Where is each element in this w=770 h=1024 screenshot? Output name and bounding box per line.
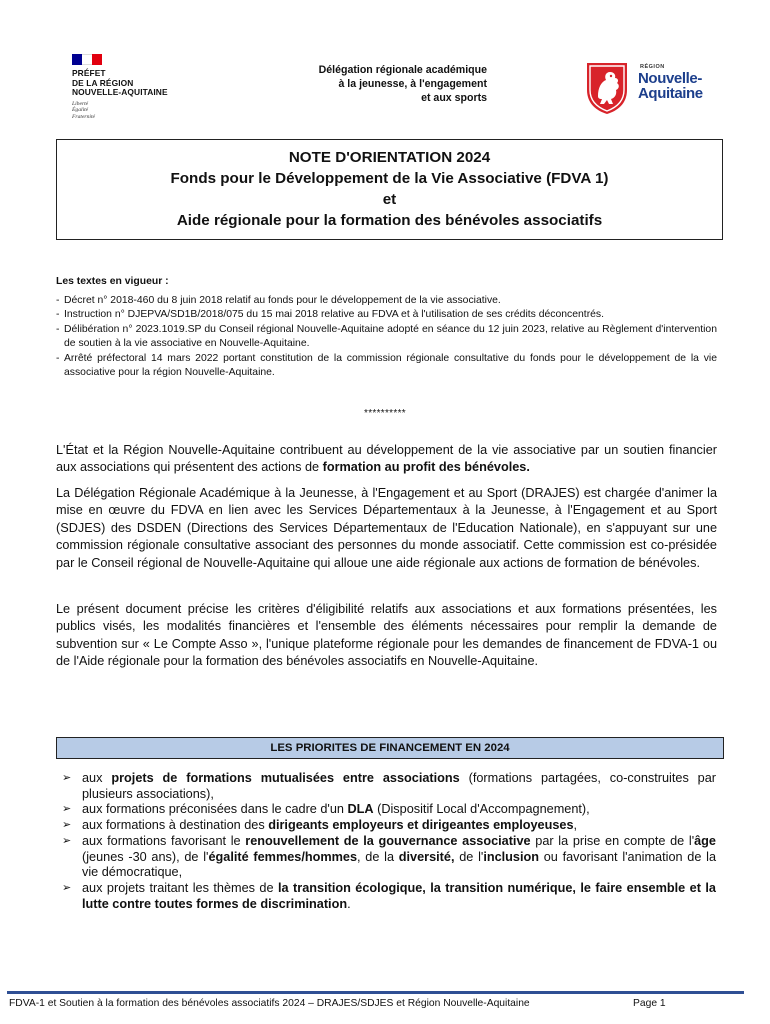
title-line-3: et <box>382 191 397 208</box>
priorities-heading: LES PRIORITES DE FINANCEMENT EN 2024 <box>56 737 724 759</box>
page-number: Page 1 <box>633 998 666 1009</box>
arrow-bullet-icon: ➢ <box>62 772 72 784</box>
region-name: Nouvelle- Aquitaine <box>638 70 703 102</box>
vigueur-list <box>56 294 717 380</box>
list-item: ➢ aux projets traitant les thèmes de la transition écologique, la transition numérique, le faire ensemble et la lutte contre toutes formes de discrimination. <box>62 880 716 911</box>
title-line-1: NOTE D'ORIENTATION 2024 <box>288 149 491 166</box>
region-lion-shield-icon <box>584 60 630 116</box>
paragraph-document-scope: Le présent document précise les critères d'éligibilité relatifs aux associations et aux formations présentées, les publics visés, les modalités financières et l'ensemble des éléments nécessaires pour remplir la demande de subvention sur « Le Compte Asso », l'unique plateforme régionale pour les demandes de financement de FDVA-1 ou de l'Aide régionale pour la formation des bénévoles associatifs en Nouvelle-Aquitaine. <box>56 602 717 669</box>
arrow-bullet-icon: ➢ <box>62 881 72 894</box>
arrow-bullet-icon: ➢ <box>62 819 72 832</box>
delegation-header: Délégation régionale académique à la jeunesse, à l'engagement et aux sports <box>318 64 487 104</box>
footer-text: FDVA-1 et Soutien à la formation des bénévoles associatifs 2024 – DRAJES/SDJES et Région Nouvelle-Aquitaine <box>9 998 530 1009</box>
list-item: - Arrêté préfectoral 14 mars 2022 portant constitution de la commission régionale consultative du fonds pour le développement de la vie associative pour la région Nouvelle-Aquitaine. <box>56 352 717 379</box>
arrow-bullet-icon: ➢ <box>62 803 72 816</box>
list-item: - Délibération n° 2023.1019.SP du Conseil régional Nouvelle-Aquitaine adopté en séance du 12 juin 2023, relative au Règlement d'intervention de soutien à la vie associative en Nouvelle-Aquitaine. <box>56 323 717 350</box>
region-label: RÉGION <box>640 64 665 70</box>
priorities-list <box>62 771 716 912</box>
list-item: ➢ aux formations préconisées dans le cadre d'un DLA (Dispositif Local d'Accompagnement), <box>62 802 590 817</box>
vigueur-heading: Les textes en vigueur : <box>56 276 169 287</box>
paragraph-drajes: La Délégation Régionale Académique à la Jeunesse, à l'Engagement et au Sport (DRAJES) est chargée d'animer la mise en œuvre du FDVA en lien avec les Services Départementaux à la Jeunesse, à l'Engagement et au Sport (SDJES) des DSDEN (Directions des Services Départementaux de l'Education Nationale), en s'appuyant sur une commission régionale consultative associant des personnes du monde associatif. Cette commission est co-présidée par le Conseil régional de Nouvelle-Aquitaine qui alloue une aide régionale aux actions de formation de bénévoles. <box>56 486 717 570</box>
list-item: - Instruction n° DJEPVA/SD1B/2018/075 du 15 mai 2018 relative au FDVA et à l'utilisation de ses crédits déconcentrés. <box>56 309 605 321</box>
region-logo <box>584 58 724 118</box>
republic-motto: Liberté Égalité Fraternité <box>72 100 95 120</box>
list-item: ➢ aux formations à destination des dirigeants employeurs et dirigeantes employeuses, <box>62 818 578 833</box>
document-title-box <box>56 139 723 240</box>
prefet-logo <box>72 54 202 124</box>
prefet-title: PRÉFET DE LA RÉGION NOUVELLE-AQUITAINE <box>72 68 168 98</box>
title-line-2: Fonds pour le Développement de la Vie Associative (FDVA 1) <box>170 170 609 187</box>
footer-divider <box>7 991 744 994</box>
title-line-4: Aide régionale pour la formation des bénévoles associatifs <box>176 212 603 229</box>
separator-stars: ********** <box>364 408 406 419</box>
list-item: - Décret n° 2018-460 du 8 juin 2018 relatif au fonds pour le développement de la vie associative. <box>56 295 501 306</box>
list-item: ➢ aux formations favorisant le renouvellement de la gouvernance associative par la prise en compte de l'âge (jeunes -30 ans), de l'égalité femmes/hommes, de la diversité, de l'inclusion ou favorisant l'animation de la vie démocratique, <box>62 833 717 880</box>
paragraph-intro: L'État et la Région Nouvelle-Aquitaine contribuent au développement de la vie associative par un soutien financier aux associations qui présentent des actions de formation au profit des bénévoles. <box>56 443 717 475</box>
arrow-bullet-icon: ➢ <box>62 834 72 847</box>
list-item: ➢ aux projets de formations mutualisées entre associations (formations partagées, co-construites par plusieurs associations), <box>62 771 717 801</box>
french-flag-icon <box>72 54 102 65</box>
